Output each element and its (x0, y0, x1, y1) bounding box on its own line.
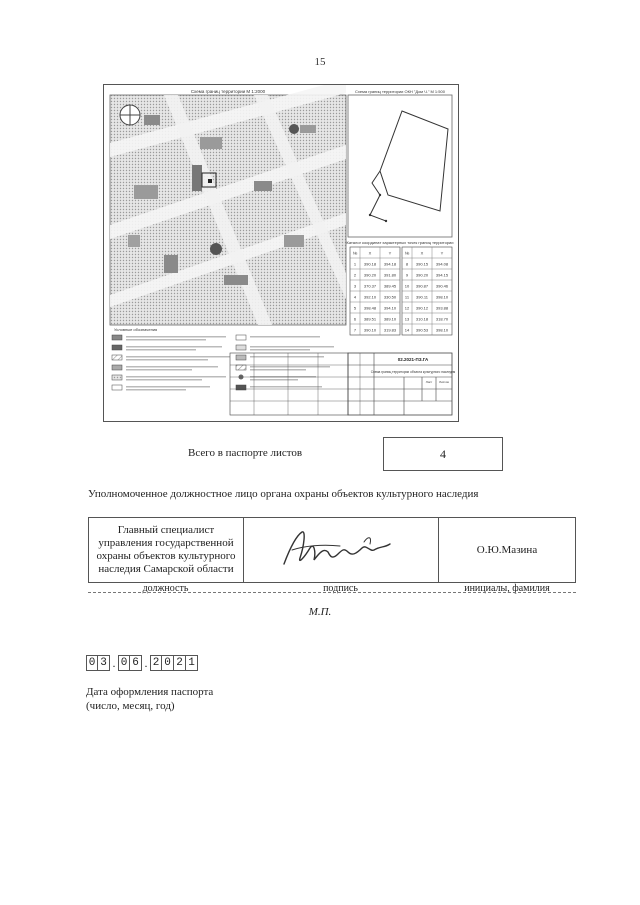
coords-cell: 393.88 (435, 305, 449, 311)
coords-cell: 330.50 (383, 294, 397, 300)
official-name: О.Ю.Мазина (476, 544, 538, 556)
coords-cell: 390.18 (363, 261, 377, 267)
left-map (110, 85, 346, 325)
left-map-caption: Схема границ территории М 1:2000 (190, 89, 266, 94)
coords-cell: 3 (353, 283, 357, 289)
coords-cell: 390.10 (363, 327, 377, 333)
right-map (348, 95, 452, 237)
coords-cell: 390.87 (415, 283, 429, 289)
stamp-sheet: Лист (425, 380, 433, 384)
caption-signature: подпись (323, 583, 358, 594)
date-separator: . (144, 656, 148, 670)
coords-cell: 13 (404, 316, 410, 322)
date-month-digit: 0 (118, 655, 130, 671)
coords-cell: 10 (404, 283, 410, 289)
sheets-count: 4 (440, 446, 446, 461)
coords-header-cell: X (368, 250, 372, 256)
issue-date (86, 655, 198, 671)
coords-cell: 389.51 (363, 316, 377, 322)
date-separator: . (112, 656, 116, 670)
coords-header-cell: X (420, 250, 424, 256)
coords-table-right (402, 247, 452, 335)
sheets-count-box (383, 437, 503, 471)
date-day-digit: 3 (98, 655, 110, 671)
official-caption: Уполномоченное должностное лицо органа охраны объектов культурного наследия (88, 488, 479, 500)
coords-header-cell: Y (388, 250, 392, 256)
coords-cell: 14 (404, 327, 410, 333)
coords-header-cell: Y (440, 250, 444, 256)
signature-table (88, 517, 576, 583)
coords-cell: 390.20 (415, 272, 429, 278)
coords-cell: 390.20 (363, 272, 377, 278)
coords-cell: 370.37 (363, 283, 377, 289)
signature-cell (244, 518, 439, 582)
coords-cell: 310.18 (415, 316, 429, 322)
coords-cell: 9 (405, 272, 409, 278)
coords-cell: 394.08 (435, 261, 449, 267)
stamp-title: Схема границ территории объекта культурного наследия (370, 370, 456, 374)
date-year-digit: 2 (174, 655, 186, 671)
page-number: 15 (314, 56, 326, 68)
coords-cell: 319.83 (383, 327, 397, 333)
stamp-sheets: Листов (439, 380, 449, 384)
date-month-digit: 6 (130, 655, 142, 671)
coords-cell: 389.10 (383, 316, 397, 322)
coords-cell: 394.15 (435, 272, 449, 278)
coords-cell: 4 (353, 294, 357, 300)
coords-caption: Каталог координат характерных точек границ территории (346, 240, 454, 245)
coords-cell: 390.11 (416, 294, 428, 300)
coords-cell: 11 (404, 294, 410, 300)
coords-table-left (350, 247, 400, 335)
coords-cell: 394.10 (383, 305, 397, 311)
date-year-digit: 2 (150, 655, 162, 671)
seal-mark: М.П. (308, 606, 332, 618)
date-caption-format: (число, месяц, год) (86, 700, 175, 712)
coords-cell: 1 (353, 261, 357, 267)
coords-cell: 398.10 (435, 294, 449, 300)
coords-cell: 390.12 (415, 305, 429, 311)
sheets-label: Всего в паспорте листов (188, 447, 303, 459)
caption-name: инициалы, фамилия (464, 583, 550, 594)
map-sheet (103, 84, 459, 422)
coords-cell: 5 (353, 305, 357, 311)
caption-position: должность (142, 583, 189, 594)
stamp-code: 02.2021-ПЗ.ГА (397, 357, 429, 362)
date-day-digit: 0 (86, 655, 98, 671)
coords-cell: 2 (353, 272, 357, 278)
coords-cell: 391.80 (383, 272, 397, 278)
coords-cell: 398.48 (363, 305, 377, 311)
right-map-caption: Схема границ территории ОКН "Дом Ч." М 1:500 (355, 89, 445, 94)
coords-cell: 390.15 (415, 261, 429, 267)
date-year-digit: 0 (162, 655, 174, 671)
coords-cell: 389.45 (383, 283, 397, 289)
map-drawing (104, 85, 458, 421)
coords-cell: 392.10 (363, 294, 377, 300)
coords-header-cell: № (404, 250, 410, 256)
caption-underline (88, 592, 576, 593)
coords-cell: 318.70 (435, 316, 449, 322)
date-year-digit: 1 (186, 655, 198, 671)
coords-cell: 7 (353, 327, 357, 333)
official-position: Главный специалист управления государственной охраны объектов культурного наследия Самарской области (89, 518, 244, 582)
coords-cell: 6 (353, 316, 357, 322)
coords-cell: 390.46 (435, 283, 449, 289)
legend (112, 335, 334, 391)
coords-cell: 398.10 (435, 327, 449, 333)
legend-title: Условные обозначения (114, 327, 158, 332)
coords-cell: 394.18 (383, 261, 397, 267)
handwritten-signature (244, 518, 439, 582)
coords-cell: 8 (405, 261, 409, 267)
coords-cell: 12 (404, 305, 410, 311)
coords-header-cell: № (352, 250, 358, 256)
title-block (348, 353, 452, 415)
coords-cell: 390.53 (415, 327, 429, 333)
date-caption: Дата оформления паспорта (86, 686, 214, 698)
